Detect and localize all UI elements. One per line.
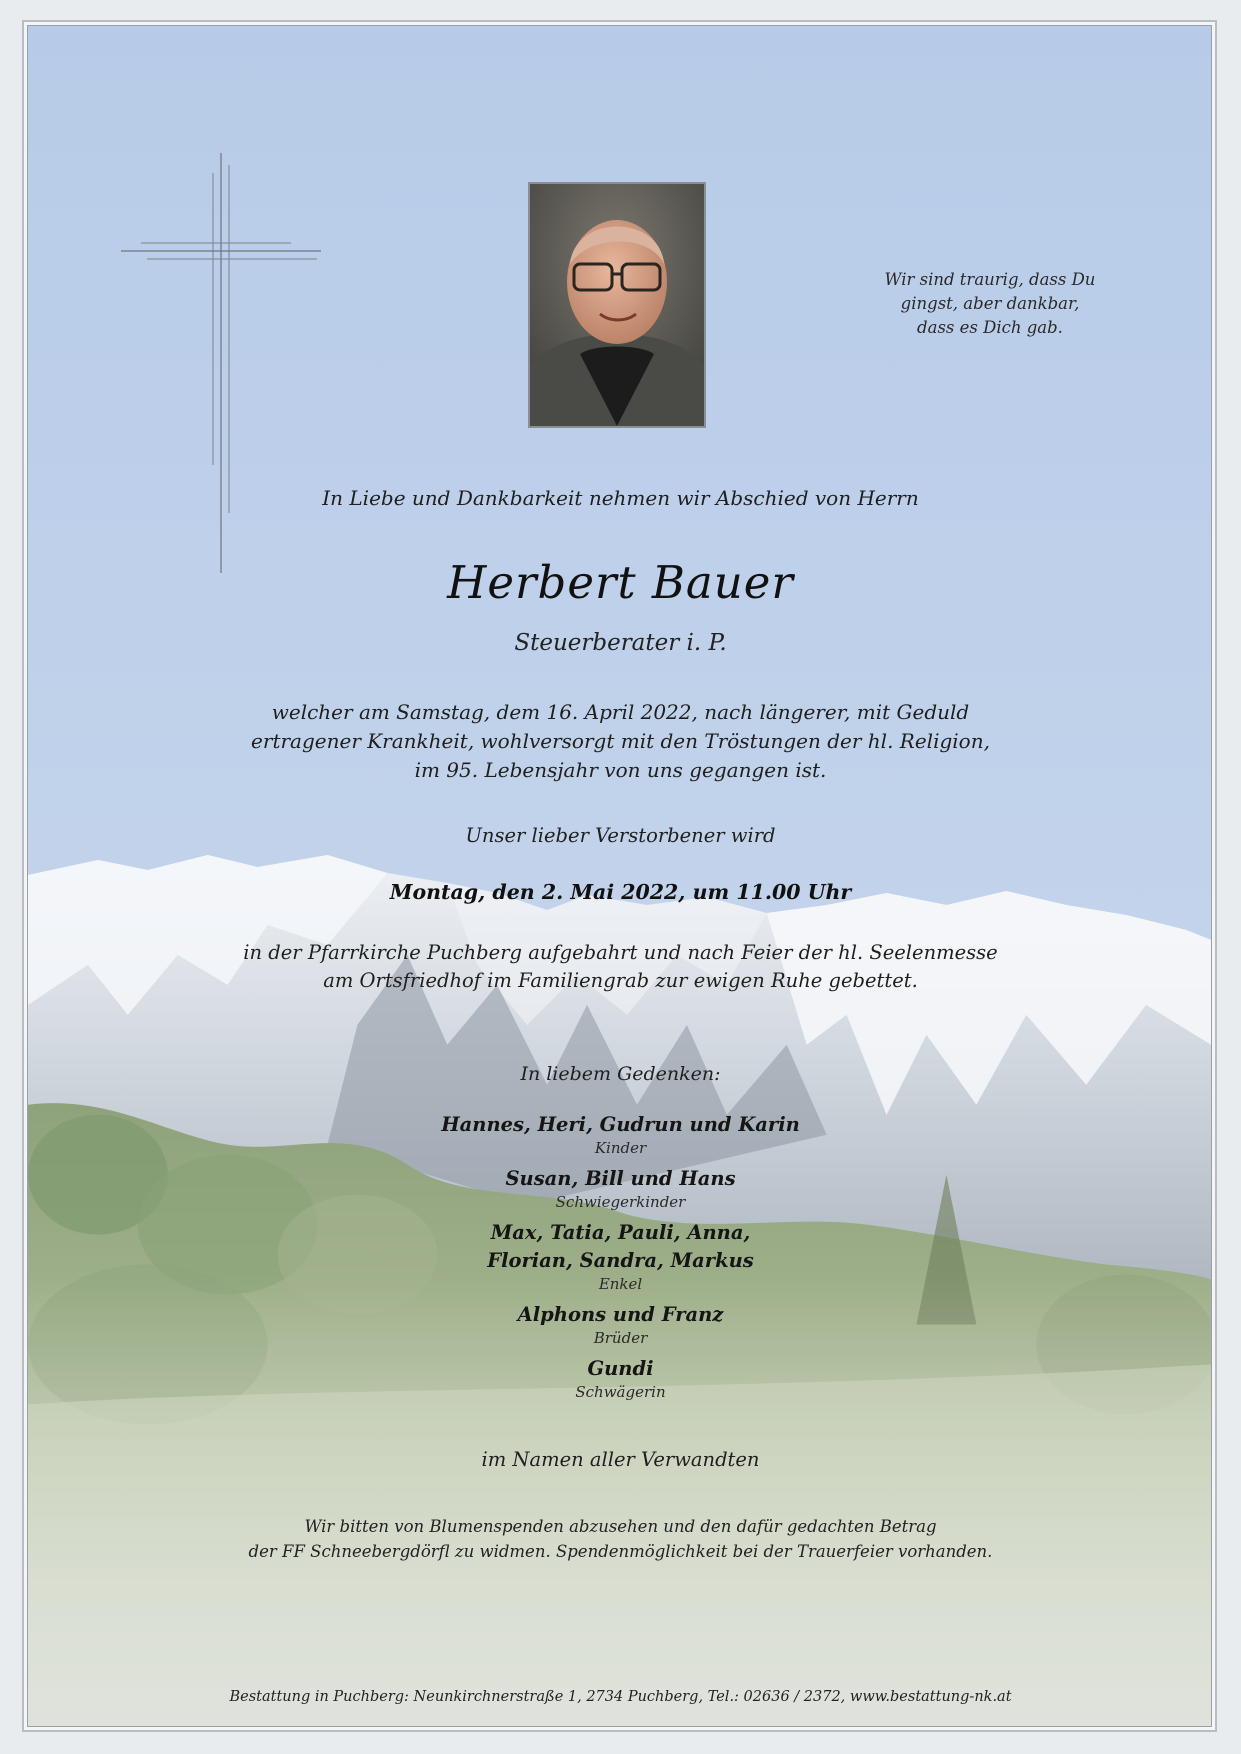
obituary-card [27,25,1212,1727]
death-notice-line: ertragener Krankheit, wohlversorgt mit den Tröstungen der hl. Religion, [251,729,990,753]
mourner-group [28,1165,1212,1211]
portrait-photo [528,182,706,428]
mourner-names: Susan, Bill und Hans [505,1167,736,1190]
deceased-name: Herbert Bauer [447,556,794,609]
mourners-list [28,1111,1212,1409]
funeral-place-line: in der Pfarrkirche Puchberg aufgebahrt und nach Feier der hl. Seelenmesse [243,941,998,964]
on-behalf-line: im Namen aller Verwandten [481,1448,760,1471]
memorial-quote [840,268,1140,340]
mourner-relation: Schwägerin [575,1383,666,1401]
mourner-relation: Schwiegerkinder [555,1193,686,1211]
funeral-home-footer: Bestattung in Puchberg: Neunkirchnerstraße 1, 2734 Puchberg, Tel.: 02636 / 2372, www.bestattung-nk.at [229,1689,1012,1705]
flowers-note-line: der FF Schneebergdörfl zu widmen. Spendenmöglichkeit bei der Trauerfeier vorhanden. [248,1542,993,1561]
mourner-names: Florian, Sandra, Markus [487,1249,754,1272]
mourner-relation: Kinder [594,1139,647,1157]
mourner-relation: Brüder [593,1329,648,1347]
flowers-note [28,1514,1212,1564]
quote-line: gingst, aber dankbar, [900,294,1080,313]
mourner-names: Alphons und Franz [517,1303,724,1326]
mourner-group [28,1219,1212,1293]
mourner-names: Hannes, Heri, Gudrun und Karin [441,1113,800,1136]
death-notice [28,698,1212,785]
farewell-intro: In Liebe und Dankbarkeit nehmen wir Abschied von Herrn [322,486,919,510]
cross-icon [121,153,321,573]
flowers-note-line: Wir bitten von Blumenspenden abzusehen und den dafür gedachten Betrag [304,1517,937,1536]
in-memory-heading: In liebem Gedenken: [520,1063,721,1085]
deceased-profession: Steuerberater i. P. [514,630,727,656]
death-notice-line: welcher am Samstag, dem 16. April 2022, nach längerer, mit Geduld [271,700,970,724]
mourner-relation: Enkel [598,1275,643,1293]
mourner-group [28,1111,1212,1157]
mourner-names: Max, Tatia, Pauli, Anna, [490,1221,751,1244]
funeral-place [28,939,1212,995]
mourner-group [28,1301,1212,1347]
mourner-group [28,1355,1212,1401]
funeral-intro: Unser lieber Verstorbener wird [465,824,776,847]
death-notice-line: im 95. Lebensjahr von uns gegangen ist. [414,758,827,782]
funeral-place-line: am Ortsfriedhof im Familiengrab zur ewigen Ruhe gebettet. [323,969,918,992]
mourner-names: Gundi [587,1357,654,1380]
funeral-date: Montag, den 2. Mai 2022, um 11.00 Uhr [389,880,852,904]
quote-line: dass es Dich gab. [917,318,1063,337]
quote-line: Wir sind traurig, dass Du [884,270,1096,289]
